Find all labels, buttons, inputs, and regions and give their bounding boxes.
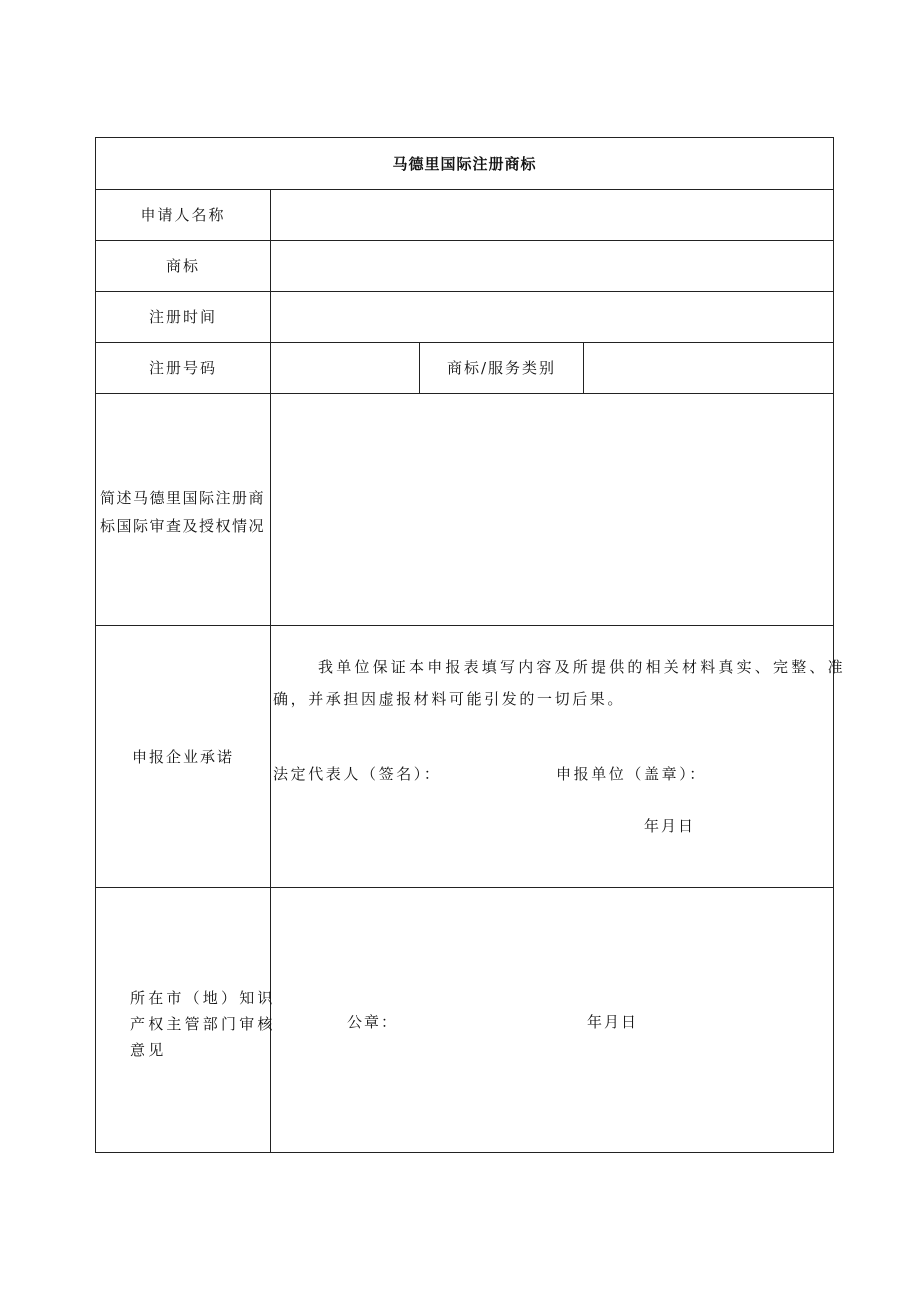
review-label-line2: 产权主管部门审核 [130,1015,276,1033]
registration-time-field[interactable] [271,292,833,342]
summary-field[interactable] [271,394,833,625]
registration-number-field[interactable] [271,343,419,393]
legal-representative-signature-label: 法定代表人（签名）： [273,765,442,783]
trademark-field[interactable] [271,241,833,291]
commitment-label: 申报企业承诺 [131,748,234,766]
applicant-name-field[interactable] [271,190,833,240]
form-title: 马德里国际注册商标 [392,154,537,173]
trademark-label: 商标 [165,257,200,275]
commitment-text-line2: 确，并承担因虚报材料可能引发的一切后果。 [273,690,626,708]
applicant-unit-seal-label: 申报单位（盖章）： [556,765,707,783]
commitment-text-line1: 我单位保证本申报表填写内容及所提供的相关材料真实、完整、准 [318,658,846,676]
official-seal-label: 公章： [347,1013,399,1031]
registration-number-label: 注册号码 [148,359,217,377]
applicant-name-label: 申请人名称 [140,206,226,224]
registration-time-label: 注册时间 [148,308,217,326]
trademark-form [95,137,846,1153]
summary-label-line2: 标国际审查及授权情况 [100,517,266,535]
service-class-field[interactable] [584,343,833,393]
commitment-date: 年月日 [644,817,696,835]
review-label-line1: 所在市（地）知识 [130,989,276,1007]
review-date: 年月日 [587,1013,639,1031]
summary-label-line1: 简述马德里国际注册商 [100,489,266,507]
review-label-line3: 意见 [130,1041,167,1059]
service-class-label: 商标/服务类别 [446,359,557,377]
